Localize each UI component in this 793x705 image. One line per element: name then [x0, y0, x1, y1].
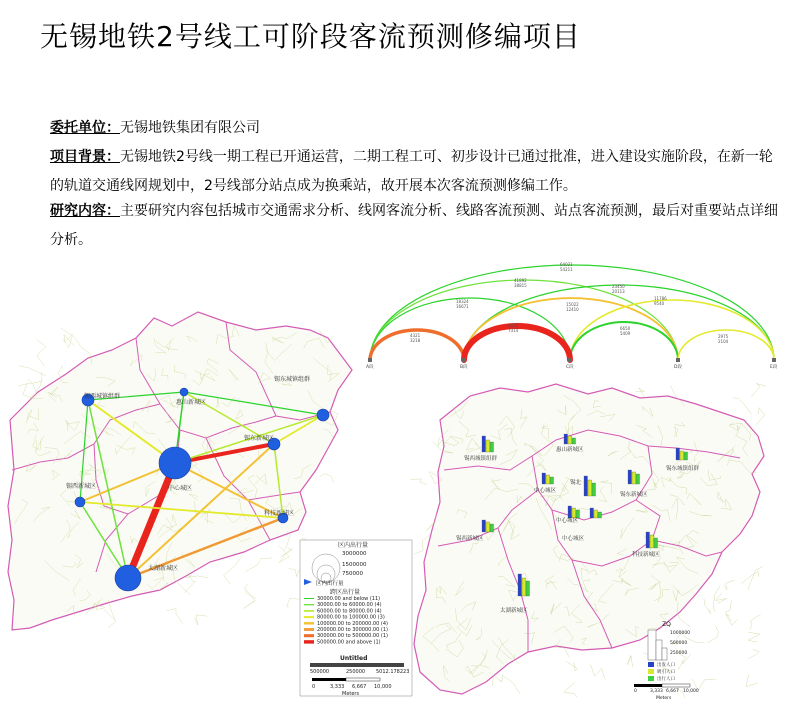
cluster-bar	[550, 477, 554, 484]
legend-value: 500000	[670, 641, 688, 646]
cluster-bar	[680, 451, 684, 460]
district-bubble	[317, 409, 329, 421]
arc-end-label: D段	[674, 365, 682, 370]
arc-value: 9540	[654, 301, 665, 306]
cluster-bar	[546, 475, 550, 484]
legend-size-bars	[648, 630, 667, 660]
cluster-bar	[676, 448, 680, 460]
arc-value: 23450	[612, 284, 625, 289]
arc-end-label: B段	[460, 365, 468, 370]
legend-swatch	[648, 676, 654, 681]
client-label: 委托单位：	[50, 120, 120, 136]
background-text: 无锡地铁2号线一期工程已开通运营，二期工程工可、初步设计已通过批准，进入建设实施阶段，在新一轮的轨道交通线网规划中，2号线部分站点成为换乘站，故开展本次客流预测修编工作。	[50, 149, 773, 194]
legend-scale-value: 3,333	[330, 684, 345, 690]
legend-title: ZQ	[662, 621, 671, 628]
legend-units: Meters	[342, 691, 360, 697]
legend-flow-label: 200000.00 to 300000.00 (1)	[317, 627, 388, 633]
district-label: 锡东城镇组群	[666, 466, 700, 472]
cluster-bar	[542, 473, 546, 484]
district-label: 锡西新城区	[66, 483, 97, 490]
left-od-map	[8, 312, 412, 697]
right-bar-map	[411, 384, 767, 702]
legend-point-label: 区内出行量	[316, 581, 344, 587]
legend-circle-value: 1500000	[342, 562, 367, 568]
arc-value: 11786	[654, 296, 667, 301]
cluster-bar	[482, 520, 486, 532]
cluster-bar	[590, 508, 594, 518]
content-label: 研究内容：	[50, 203, 120, 219]
arc-value: 5409	[620, 331, 631, 336]
cluster-bar	[486, 440, 490, 452]
arc-lines	[370, 265, 774, 360]
legend-scale-value: 10,000	[374, 684, 392, 690]
cluster-bar	[576, 510, 580, 518]
legend-value: 1000000	[670, 631, 691, 636]
district-bubble	[75, 497, 85, 507]
district-bubble	[180, 388, 188, 396]
legend-doc-name: Untitled	[340, 655, 368, 662]
legend-flow-label: 500000.00 and above (1)	[317, 639, 381, 646]
district-label: 锡西城镇组群	[464, 456, 498, 462]
arc-value: 15022	[566, 302, 579, 307]
arc-value: 4321	[410, 333, 421, 338]
legend-flow-label: 30000.00 and below (11)	[317, 596, 381, 602]
arc-value: 18324	[456, 299, 469, 304]
arc-end-label: E段	[770, 365, 778, 370]
district-label: 锡东城镇组群	[274, 376, 311, 383]
district-bubble	[159, 447, 191, 479]
cluster-bar	[592, 483, 596, 496]
legend-scale-value: 3,333	[650, 689, 663, 694]
cluster-bar	[636, 474, 640, 484]
cluster-bar	[490, 442, 494, 452]
arc-end-label: A段	[366, 365, 374, 370]
arc-value: 2975	[718, 334, 729, 339]
cluster-bar	[490, 524, 494, 532]
legend-scale-value: 6,667	[666, 689, 679, 694]
legend-scale-value: 500000	[310, 669, 330, 675]
legend-scale-value: 0	[634, 689, 637, 694]
arc-endpoint	[568, 358, 572, 362]
legend-scale-value: 10,000	[683, 689, 699, 694]
district-label: 中心城区	[534, 488, 557, 494]
district-label: 中心城区	[562, 536, 585, 542]
legend-circle-value: 750000	[342, 571, 363, 577]
cluster-bar	[588, 480, 592, 496]
legend-flow-label: 30000.00 to 60000.00 (4)	[317, 602, 382, 609]
legend-bar-label: 出行人口	[657, 677, 675, 682]
district-label: 锡东新城区	[244, 435, 275, 442]
arc-value: 54211	[560, 267, 573, 272]
legend-scale-value: 0	[312, 684, 316, 690]
arc-value: 12410	[566, 307, 579, 312]
cluster-bar	[568, 506, 572, 518]
arc-value: 6650	[620, 326, 631, 331]
district-label: 太湖新城区	[148, 565, 179, 572]
cluster-bar	[518, 574, 522, 596]
district-label: 惠山新城区	[176, 399, 207, 406]
district-label: 锡北	[570, 480, 582, 486]
arc-value: 20113	[612, 289, 625, 294]
arc-endpoint	[676, 358, 680, 362]
cluster-bar	[584, 476, 588, 496]
district-label: 锡东新城区	[620, 492, 648, 498]
left-map-legend	[300, 540, 412, 697]
legend-swatch	[648, 662, 654, 667]
legend-flow-label: 300000.00 to 500000.00 (1)	[317, 633, 388, 640]
arc-line	[370, 265, 774, 360]
arc-endpoint	[772, 358, 776, 362]
cluster-bar	[684, 452, 688, 460]
cluster-bar	[564, 434, 568, 444]
district-label: 惠山新城区	[556, 447, 584, 453]
district-label: 锡西新城区	[456, 536, 484, 542]
arc-value: 8802	[508, 323, 519, 328]
legend-flow-label: 80000.00 to 100000.00 (3)	[317, 614, 385, 621]
district-label: 中心城区	[556, 518, 579, 524]
legend-swatch	[648, 669, 654, 674]
cluster-bar	[646, 532, 650, 548]
arc-end-labels	[366, 363, 778, 370]
arc-end-label: C段	[566, 365, 574, 370]
arc-value: 2104	[718, 339, 729, 344]
cluster-bar	[572, 438, 576, 444]
cluster-bar	[598, 512, 602, 518]
arc-value-labels	[410, 262, 729, 344]
arc-endpoint	[462, 358, 466, 362]
arc-value: 41892	[514, 278, 527, 283]
legend-scale-value: 250000	[346, 669, 366, 675]
section-arc-diagram	[366, 262, 778, 370]
arc-value: 3218	[410, 338, 421, 343]
legend-title: 区内出行量	[338, 542, 369, 549]
legend-scale-bar-top	[310, 663, 404, 667]
legend-flow-title: 跨区出行量	[330, 589, 361, 596]
district-label: 太湖新城区	[500, 608, 528, 614]
arc-endpoint	[368, 358, 372, 362]
district-label: 科技新城区	[632, 552, 660, 558]
legend-value: 250000	[670, 651, 688, 656]
district-label: 锡西城镇组群	[84, 393, 121, 400]
arc-value: 7314	[508, 328, 519, 333]
cluster-bar	[526, 581, 530, 596]
legend-flow-label: 60000.00 to 80000.00 (4)	[317, 608, 382, 615]
cluster-bar	[594, 510, 598, 518]
arc-line	[370, 280, 678, 360]
cluster-bar	[486, 522, 490, 532]
cluster-bar	[628, 470, 632, 484]
background-label: 项目背景：	[50, 149, 120, 165]
cluster-bar	[568, 436, 572, 444]
cluster-bar	[632, 472, 636, 484]
arc-value: 16671	[456, 304, 469, 309]
legend-bar-label: 吸引人口	[657, 670, 675, 675]
district-label: 科技新城区	[264, 510, 295, 517]
legend-flow-label: 100000.00 to 200000.00 (4)	[317, 620, 388, 627]
legend-scale-value: 5012.178223	[376, 669, 410, 675]
district-label: 中心城区	[168, 485, 193, 492]
cluster-bar	[482, 436, 486, 452]
content-text: 主要研究内容包括城市交通需求分析、线网客流分析、线路客流预测、站点客流预测，最后对重要站点详细分析。	[50, 203, 778, 248]
cluster-bar	[572, 508, 576, 518]
arc-value: 64021	[560, 262, 573, 267]
client-text: 无锡地铁集团有限公司	[120, 120, 260, 136]
cluster-bar	[522, 578, 526, 596]
legend-flow-classes	[304, 596, 388, 645]
arc-value: 38815	[514, 283, 527, 288]
legend-bar-label: 出发人口	[657, 663, 675, 668]
legend-units: Meters	[656, 696, 672, 701]
legend-scale-value: 6,667	[352, 684, 367, 690]
cluster-bar	[654, 538, 658, 548]
legend-circle-value: 3000000	[342, 551, 367, 557]
page-title: 无锡地铁2号线工可阶段客流预测修编项目	[40, 20, 581, 53]
cluster-bar	[650, 535, 654, 548]
arc-endpoints	[368, 358, 776, 362]
district-bubble	[115, 565, 141, 591]
